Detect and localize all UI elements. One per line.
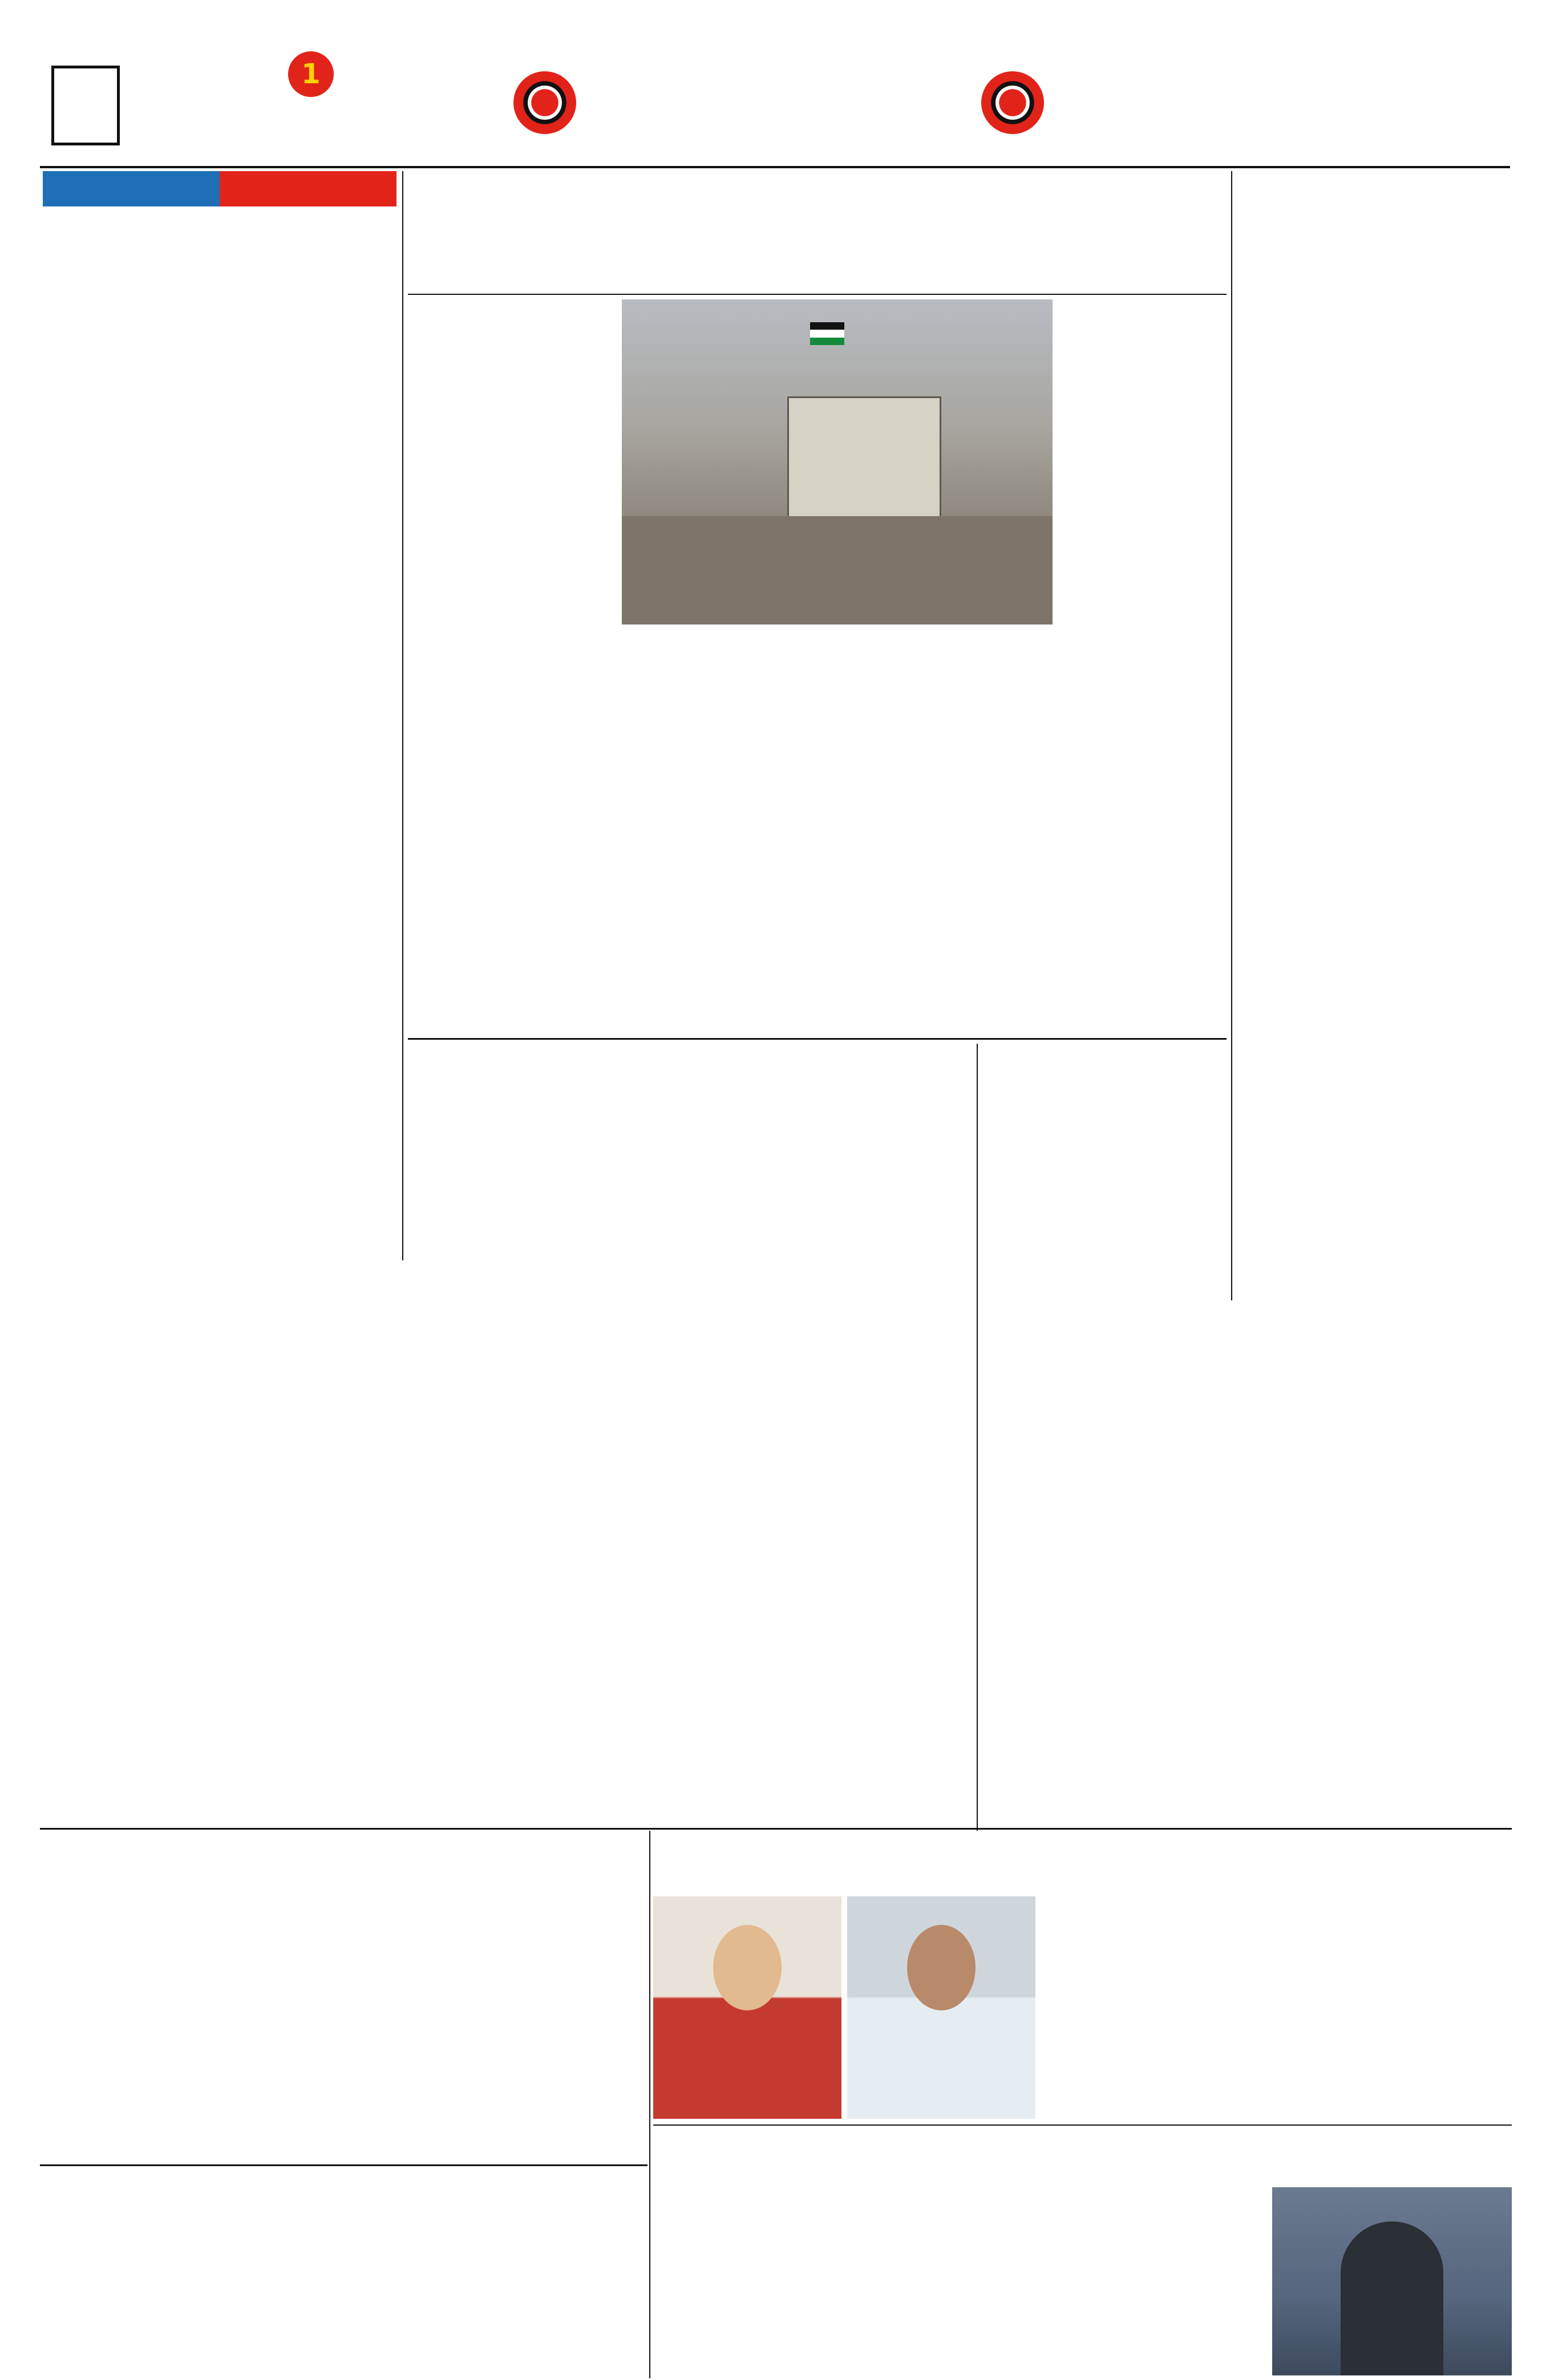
masthead	[40, 40, 1510, 168]
iran-talks-body	[408, 1551, 973, 1808]
lead-body-col4	[408, 299, 613, 1035]
sudan-body	[43, 2247, 645, 2373]
uk-mps-bottom-rule	[653, 2124, 1512, 2126]
mp-face-shape-1	[713, 1925, 782, 2010]
saudi-headline	[1238, 168, 1512, 202]
microsoft-event-photo	[1272, 2187, 1512, 2375]
brief3-body	[43, 656, 396, 793]
microsoft-headline	[653, 2130, 1512, 2182]
brief1-body	[43, 242, 396, 379]
lead-subhead-rule	[408, 294, 1227, 295]
sudan-dateline	[445, 2224, 645, 2247]
saudi-body	[1238, 228, 1512, 1300]
uk-mps-headline	[653, 1834, 1512, 1891]
lead-bottom-rule	[408, 1038, 1227, 1040]
tab-khabrein	[43, 171, 220, 206]
lead-body-col1	[1061, 322, 1227, 1035]
qassam-dateline	[790, 1115, 973, 1138]
uk-mps-body	[1044, 1919, 1512, 2119]
column-rule-left	[402, 171, 403, 1260]
lead-subhead	[408, 251, 1227, 291]
brief4-body	[43, 838, 396, 1044]
anniversary-emblem: 1	[288, 51, 334, 97]
brief3-headline	[43, 616, 396, 650]
speaker-shape	[1341, 2221, 1443, 2375]
microsoft-body	[653, 2210, 1266, 2375]
qassam-body	[408, 1138, 973, 1474]
lead-headline	[408, 168, 1227, 242]
row-rule-2	[40, 1828, 1512, 1830]
market-dateline	[445, 1931, 645, 1953]
brief-column-lower	[43, 1255, 396, 1825]
iran-ready-dateline	[1238, 1363, 1512, 1386]
iran-ready-body	[981, 1386, 1512, 1808]
uk-dateline	[981, 1115, 1227, 1138]
uk-headline	[981, 1044, 1227, 1112]
column-rule-right	[1231, 171, 1232, 1300]
market-body	[43, 1953, 645, 2159]
market-bottom-rule	[40, 2164, 647, 2166]
iran-talks-dateline	[790, 1528, 973, 1551]
saudi-dateline	[1238, 205, 1512, 228]
lead-body-col2	[821, 630, 1050, 1035]
emblem-right	[981, 71, 1044, 134]
rubble-shape	[622, 516, 1053, 625]
mp-portrait-photo-2	[847, 1896, 1035, 2119]
market-headline	[43, 1834, 645, 1891]
brief2-headline	[43, 394, 396, 428]
mp-face-shape-2	[907, 1925, 976, 2010]
market-subhead	[43, 1894, 645, 1928]
paper-logo-block	[137, 51, 434, 160]
mid-divider	[977, 1044, 978, 1831]
lead-body-col3	[622, 630, 816, 1035]
iran-ready-headline	[981, 1317, 1512, 1357]
brief1-headline	[43, 211, 396, 240]
brief4-headline	[43, 801, 396, 836]
microsoft-dateline	[1044, 2187, 1266, 2210]
qassam-headline	[408, 1044, 973, 1112]
mp-portrait-photo-1	[653, 1896, 841, 2119]
lead-dateline	[1061, 299, 1227, 322]
brief5-headline	[43, 1061, 396, 1095]
iran-talks-headline	[408, 1483, 973, 1523]
emblem-left	[513, 71, 576, 134]
uk-body	[981, 1138, 1227, 1309]
brief-tabs	[43, 171, 396, 206]
sudan-headline	[43, 2170, 645, 2221]
tab-mukhtasar	[220, 171, 396, 206]
brief2-body	[43, 433, 396, 605]
uk-mps-dateline	[1284, 1896, 1512, 1919]
palestine-flag-icon	[810, 322, 844, 345]
bottom-left-divider	[649, 1831, 650, 2378]
gaza-rubble-photo	[622, 299, 1053, 625]
brief5-body	[43, 1098, 396, 1246]
page-number-box	[51, 66, 120, 145]
